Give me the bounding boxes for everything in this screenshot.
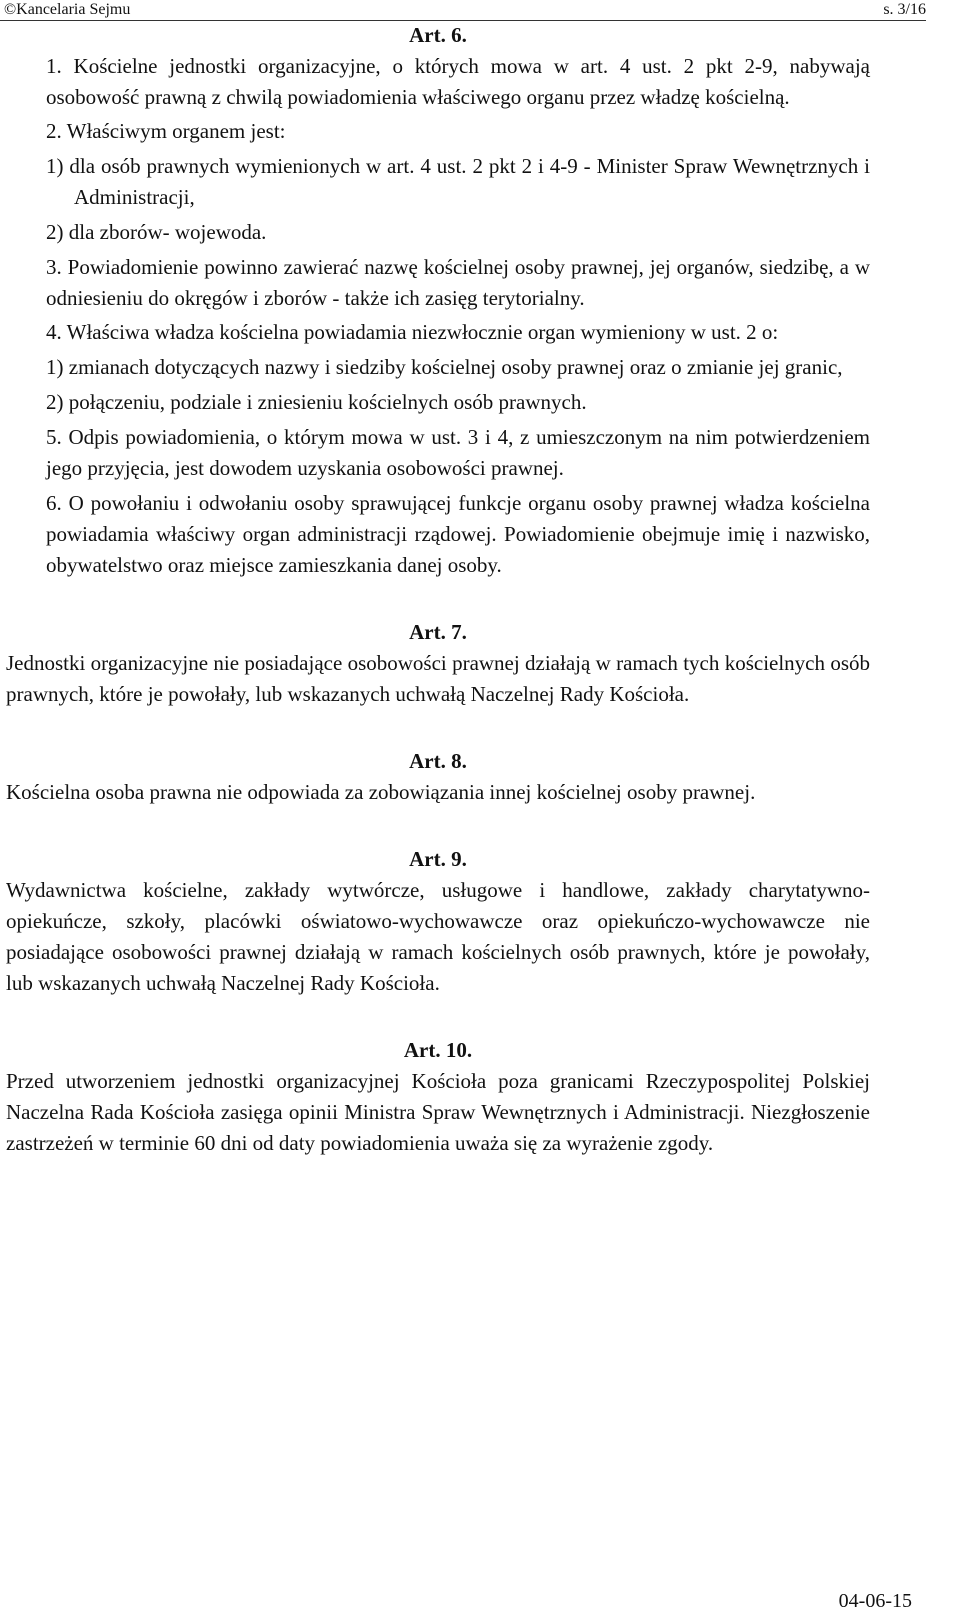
document-body: [6, 20, 870, 1159]
paragraph: Kościelna osoba prawna nie odpowiada za zobowiązania innej kościelnej osoby prawnej.: [6, 780, 756, 804]
paragraph: Jednostki organizacyjne nie posiadające osobowości prawnej działają w ramach tych kościelnych osób prawnych, które je powołały, lub wskazanych uchwałą Naczelnej Rady Kościoła.: [6, 651, 870, 706]
list-item: 1) dla osób prawnych wymienionych w art. 4 ust. 2 pkt 2 i 4-9 - Minister Spraw Wewnętrznych i Administracji,: [46, 154, 870, 209]
paragraph: 6. O powołaniu i odwołaniu osoby sprawującej funkcje organu osoby prawnej władza kościelna powiadamia właściwy organ administracji rządowej. Powiadomienie obejmuje imię i nazwisko, obywatelstwo oraz miejsce zamieszkania danej osoby.: [46, 491, 870, 577]
paragraph: 2. Właściwym organem jest:: [46, 119, 286, 143]
paragraph: Przed utworzeniem jednostki organizacyjnej Kościoła poza granicami Rzeczypospolitej Polskiej Naczelna Rada Kościoła zasięga opinii Ministra Spraw Wewnętrznych i Administracji. Niezgłoszenie zastrzeżeń w terminie 60 dni od daty powiadomienia uważa się za wyrażenie zgody.: [6, 1069, 870, 1155]
article-8: [6, 746, 870, 808]
article-title: Art. 10.: [403, 1038, 473, 1062]
article-10: [6, 1035, 870, 1159]
article-title: Art. 9.: [409, 847, 467, 871]
paragraph: 4. Właściwa władza kościelna powiadamia niezwłocznie organ wymieniony w ust. 2 o:: [46, 320, 779, 344]
article-title: Art. 7.: [409, 620, 467, 644]
header-page-number: s. 3/16: [883, 1, 926, 18]
article-9: [6, 844, 870, 999]
article-title: Art. 6.: [409, 23, 467, 47]
article-7: [6, 617, 870, 710]
header-source: ©Kancelaria Sejmu: [4, 1, 131, 18]
list-item: 1) zmianach dotyczących nazwy i siedziby kościelnej osoby prawnej oraz o zmianie jej granic,: [46, 355, 843, 379]
spacer: [6, 581, 870, 617]
paragraph: 3. Powiadomienie powinno zawierać nazwę kościelnej osoby prawnej, jej organów, siedzibę, a w odniesieniu do okręgów i zborów - także ich zasięg terytorialny.: [46, 255, 870, 310]
article-6: [6, 20, 870, 581]
list-item: 2) połączeniu, podziale i zniesieniu kościelnych osób prawnych.: [46, 390, 587, 414]
article-title: Art. 8.: [409, 749, 467, 773]
paragraph: Wydawnictwa kościelne, zakłady wytwórcze, usługowe i handlowe, zakłady charytatywno-opiekuńcze, szkoły, placówki oświatowo-wychowawcze oraz opiekuńczo-wychowawcze nie posiadające osobowości prawnej działają w ramach kościelnych osób prawnych, które je powołały, lub wskazanych uchwałą Naczelnej Rady Kościoła.: [6, 878, 870, 995]
paragraph: 1. Kościelne jednostki organizacyjne, o których mowa w art. 4 ust. 2 pkt 2-9, nabywają osobowość prawną z chwilą powiadomienia właściwego organu przez władzę kościelną.: [46, 54, 870, 109]
footer-date: 04-06-15: [838, 1590, 912, 1612]
spacer: [6, 808, 870, 844]
spacer: [6, 999, 870, 1035]
paragraph: 5. Odpis powiadomienia, o którym mowa w ust. 3 i 4, z umieszczonym na nim potwierdzeniem jego przyjęcia, jest dowodem uzyskania osobowości prawnej.: [46, 425, 870, 480]
page-header: [0, 0, 960, 20]
spacer: [6, 710, 870, 746]
list-item: 2) dla zborów- wojewoda.: [46, 220, 267, 244]
